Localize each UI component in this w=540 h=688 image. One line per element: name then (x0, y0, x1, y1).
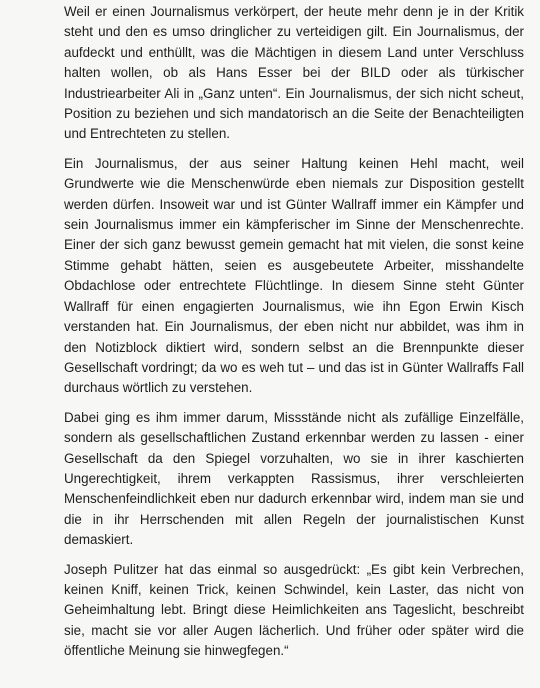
body-text (64, 2, 524, 671)
paragraph-4: Joseph Pulitzer hat das einmal so ausgedrückt: „Es gibt kein Verbrechen, keinen Kniff, keinen Trick, keinen Schwindel, kein Laster, das nicht von Geheimhaltung lebt. Bringt diese Heimlichkeiten ans Tageslicht, beschreibt sie, macht sie vor aller Augen lächerlich. Und früher oder später wird die öffentliche Meinung sie hinwegfegen.“ (64, 561, 524, 659)
paragraph-1: Weil er einen Journalismus verkörpert, der heute mehr denn je in der Kritik steht und den es umso dringlicher zu verteidigen gilt. Ein Journalismus, der aufdeckt und enthüllt, was die Mächtigen in diesem Land unter Verschluss halten wollen, ob als Hans Esser bei der BILD oder als türkischer Industriearbeiter Ali in „Ganz unten“. Ein Journalismus, der sich nicht scheut, Position zu beziehen und sich mandatorisch an die Seite der Benachteiligten und Entrechteten zu stellen. (64, 4, 524, 142)
paragraph-2: Ein Journalismus, der aus seiner Haltung keinen Hehl macht, weil Grundwerte wie die Menschenwürde eben niemals zur Disposition gestellt werden dürfen. Insoweit war und ist Günter Wallraff immer ein Kämpfer und sein Journalismus immer ein kämpferischer im Sinne der Menschenrechte. Einer der sich ganz bewusst gemein gemacht hat mit vielen, die sonst keine Stimme gehabt hätten, seien es ausgebeutete Arbeiter, misshandelte Obdachlose oder entrechtete Flüchtlinge. In diesem Sinne steht Günter Wallraff für einen engagierten Journalismus, wie ihn Egon Erwin Kisch verstanden hat. Ein Journalismus, der eben nicht nur abbildet, was ihm in den Notizblock diktiert wird, sondern selbst an die Brennpunkte dieser Gesellschaft vordringt; da wo es weh tut – und das ist in Günter Wallraffs Fall durchaus wörtlich zu verstehen. (64, 155, 524, 396)
paragraph-3: Dabei ging es ihm immer darum, Missstände nicht als zufällige Einzelfälle, sondern als gesellschaftlichen Zustand erkennbar werden zu lassen - einer Gesellschaft da den Spiegel vorzuhalten, wo sie in ihrer kaschierten Ungerechtigkeit, ihrem verkappten Rassismus, ihrer verschleierten Menschenfeindlichkeit eben nur dadurch erkennbar wird, indem man sie und die in ihr Herrschenden mit allen Regeln der journalistischen Kunst demaskiert. (64, 409, 524, 548)
